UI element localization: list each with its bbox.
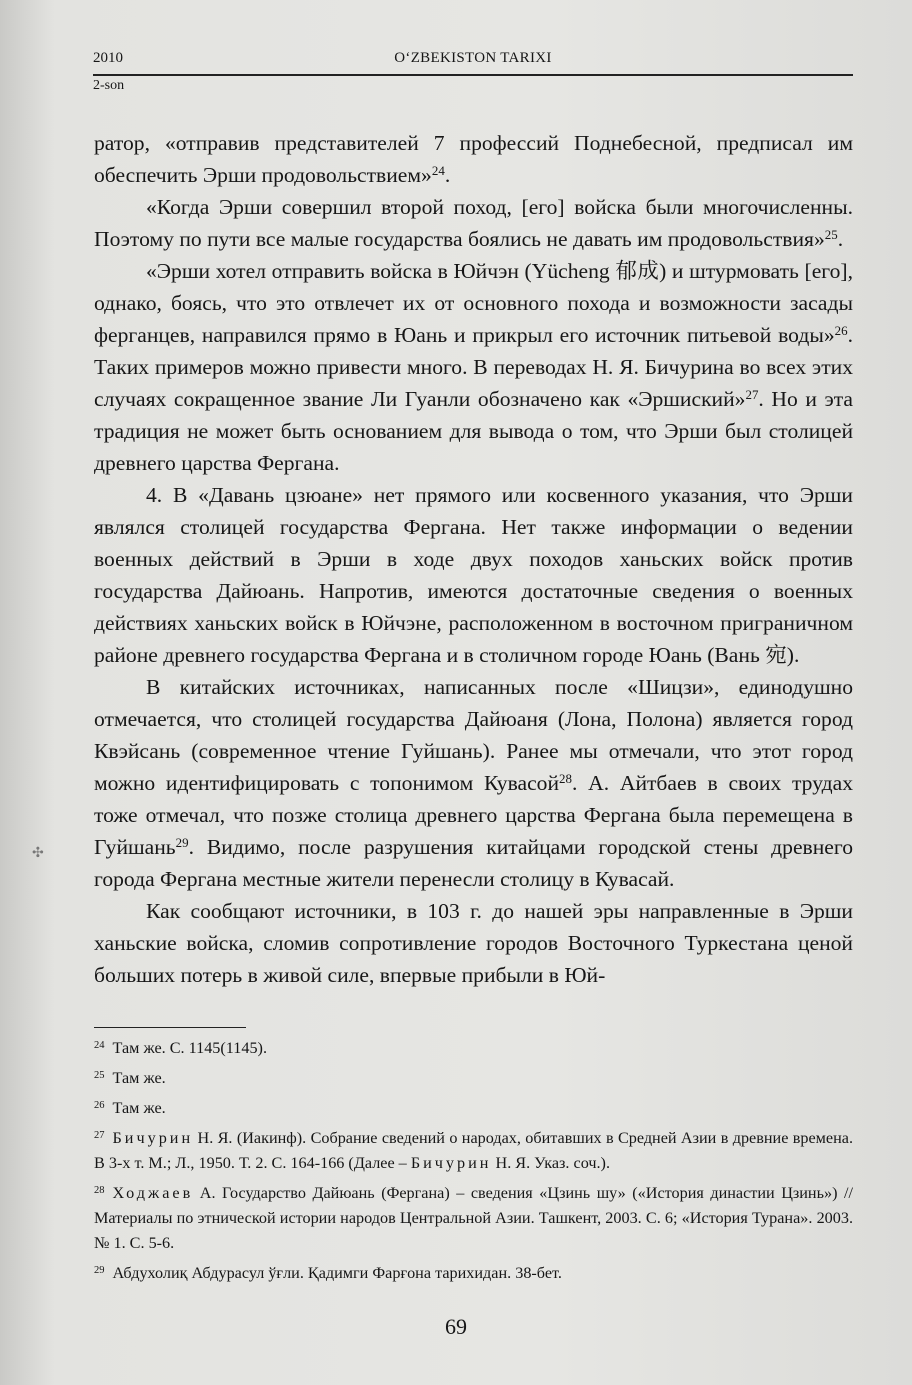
paragraph: [94, 895, 853, 991]
footnote-rule: [94, 1027, 246, 1028]
footnote: [94, 1261, 853, 1286]
footnote-number: 27: [94, 1129, 105, 1141]
footnote: [94, 1066, 853, 1091]
author-name: Бичурин: [410, 1154, 492, 1172]
text-run: Там же.: [112, 1099, 166, 1117]
text-run: В китайских источниках, написанных после «Шицзи», единодушно отмечается, что столицей государства Дайюаня (Лона, Полона) является город Квэйсань (современное чтение Гуйшань). Ранее мы отмечали, что этот город можно идентифицировать с топонимом Кувасой: [94, 675, 853, 795]
text-run: ратор, «отправив представителей 7 профессий Поднебесной, предписал им обеспечить Эрши продовольствием»: [94, 131, 853, 187]
text-run: .: [837, 227, 844, 251]
text-run: А. Государство Дайюань (Фергана) – сведения «Цзинь шу» («История династии Цзинь») // Материалы по этнической истории народов Центральной Азии. Ташкент, 2003. С. 6; «История Турана». 2003. № 1. С. 5-6.: [94, 1184, 853, 1252]
footnote: [94, 1096, 853, 1121]
footnote-number: 24: [94, 1039, 105, 1051]
footnote-number: 28: [94, 1184, 105, 1196]
text-run: 4. В «Давань цзюане» нет прямого или косвенного указания, что Эрши являлся столицей государства Фергана. Нет также информации о ведении военных действий в Эрши в ходе двух походов ханьских войск против государства Дайюань. Напротив, имеются достаточные сведения о военных действиях ханьских войск в Юйчэне, расположенном в восточном приграничном районе древнего государства Фергана и в столичном городе Юань (Вань 宛).: [94, 483, 853, 667]
paragraph: [94, 191, 853, 255]
footnote-ref: 26: [834, 322, 848, 338]
footnote-number: 26: [94, 1099, 105, 1111]
header-issue: 2-son: [93, 78, 125, 93]
paragraph: [94, 255, 853, 479]
footnote-ref: 24: [431, 162, 445, 178]
footnote: [94, 1126, 853, 1176]
footnote-ref: 27: [745, 386, 759, 402]
header-journal-title: O‘ZBEKISTON TARIXI: [394, 50, 552, 66]
footnote-number: 25: [94, 1069, 105, 1081]
page-number: 69: [445, 1314, 467, 1339]
text-run: . Таких примеров можно привести много. В переводах Н. Я. Бичурина во всех этих случаях сокращенное звание Ли Гуанли обозначено как «Эршиский»: [94, 323, 853, 411]
footnote-number: 29: [94, 1264, 105, 1276]
paragraph: [94, 671, 853, 895]
margin-mark-icon: ✣: [32, 846, 44, 861]
footnotes: [94, 1036, 853, 1291]
text-run: Там же.: [112, 1069, 166, 1087]
text-run: Как сообщают источники, в 103 г. до нашей эры направленные в Эрши ханьские войска, сломив сопротивление городов Восточного Туркестана ценой больших потерь в живой силе, впервые прибыли в Юй-: [94, 899, 853, 987]
footnote-ref: 25: [824, 226, 838, 242]
text-run: Там же. С. 1145(1145).: [112, 1039, 267, 1057]
paragraph: [94, 479, 853, 671]
text-run: . А. Айтбаев в своих трудах тоже отмечал, что позже столица древнего царства Фергана была перемещена в Гуйшань: [94, 771, 853, 859]
paragraph: [94, 127, 853, 191]
running-head: [93, 50, 853, 76]
footnote: [94, 1181, 853, 1256]
footnote-ref: 28: [559, 770, 572, 786]
text-run: Н. Я. (Иакинф). Собрание сведений о народах, обитавших в Средней Азии в древние времена. В 3-х т. М.; Л., 1950. Т. 2. С. 164-166 (Далее –: [94, 1129, 853, 1172]
footnote: [94, 1036, 853, 1061]
author-name: Ходжаев: [112, 1184, 194, 1202]
header-year: 2010: [93, 50, 123, 66]
text-run: .: [444, 163, 451, 187]
text-run: . Видимо, после разрушения китайцами городской стены древнего города Фергана местные жители перенесли столицу в Кувасай.: [94, 835, 853, 891]
text-run: «Эрши хотел отправить войска в Юйчэн (Yücheng 郁成) и штурмовать [его], однако, боясь, что это отвлечет их от основного похода и возможности засады ферганцев, направился прямо в Юань и прикрыл его источник питьевой воды»: [94, 259, 853, 347]
author-name: Бичурин: [112, 1129, 194, 1147]
footnote-ref: 29: [175, 834, 189, 850]
text-run: «Когда Эрши совершил второй поход, [его] войска были многочисленны. Поэтому по пути все малые государства боялись не давать им продовольствия»: [94, 195, 853, 251]
main-text: [94, 127, 853, 991]
text-run: . Но и эта традиция не может быть основанием для вывода о том, что Эрши был столицей древнего царства Фергана.: [94, 387, 853, 475]
text-run: Абдухолиқ Абдурасул ўғли. Қадимги Фарғона тарихидан. 38-бет.: [112, 1264, 562, 1282]
text-run: Н. Я. Указ. соч.).: [491, 1154, 610, 1172]
